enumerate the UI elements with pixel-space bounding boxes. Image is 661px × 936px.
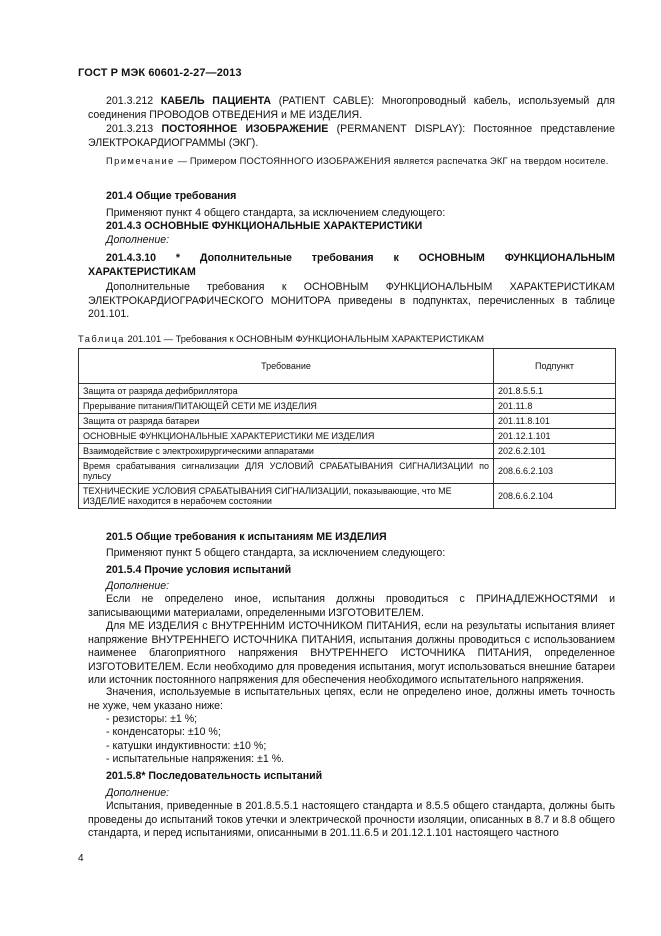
section-201-5-4-para-1: Если не определено иное, испытания должны проводиться с ПРИНАДЛЕЖНОСТЯМИ и записывающими материалами, определенными ИЗГОТОВИТЕЛЕМ.	[88, 593, 615, 619]
table-caption-text: 201.101 — Требования к ОСНОВНЫМ ФУНКЦИОНАЛЬНЫМ ХАРАКТЕРИСТИКАМ	[124, 334, 485, 344]
section-201-4-text: Применяют пункт 4 общего стандарта, за исключением следующего:	[106, 207, 446, 219]
table-cell-subclause: 201.11.8	[494, 399, 616, 414]
definition-text: (PERMANENT DISPLAY): Постоянное представление ЭЛЕКТРОКАРДИОГРАММЫ (ЭКГ).	[88, 123, 615, 149]
table-row	[79, 429, 616, 444]
list-item: - катушки индуктивности: ±10 %;	[106, 740, 267, 752]
table-caption	[78, 334, 484, 344]
note-label: Примечание	[106, 156, 175, 166]
table-cell-subclause: 201.12.1.101	[494, 429, 616, 444]
addition-label: Дополнение:	[106, 234, 170, 246]
table-cell-requirement: ОСНОВНЫЕ ФУНКЦИОНАЛЬНЫЕ ХАРАКТЕРИСТИКИ МЕ ИЗДЕЛИЯ	[79, 429, 494, 444]
section-201-5-text: Применяют пункт 5 общего стандарта, за исключением следующего:	[106, 547, 446, 559]
addition-label: Дополнение:	[106, 580, 170, 592]
requirements-table	[78, 348, 616, 509]
table-row	[79, 459, 616, 484]
table-cell-requirement: Защита от разряда батареи	[79, 414, 494, 429]
list-item: - испытательные напряжения: ±1 %.	[106, 753, 285, 765]
table-cell-requirement: ТЕХНИЧЕСКИЕ УСЛОВИЯ СРАБАТЫВАНИЯ СИГНАЛИЗАЦИИ, показывающие, что МЕ ИЗДЕЛИЕ находится в нерабочем состоянии	[79, 484, 494, 509]
table-cell-subclause: 201.8.5.5.1	[494, 384, 616, 399]
section-201-5-8-para-1: Испытания, приведенные в 201.8.5.5.1 настоящего стандарта и 8.5.5 общего стандарта, должны быть проведены до испытаний токов утечки и электрической прочности изоляции, описанных в 8.7 и 8.8 общего стандарта, и перед испытаниями, описанными в 201.11.6.5 и 201.12.1.101 настоящего частного	[88, 800, 615, 840]
clause-number: 201.3.213	[106, 123, 154, 135]
page-number: 4	[78, 853, 84, 864]
table-cell-requirement: Защита от разряда дефибриллятора	[79, 384, 494, 399]
table-cell-subclause: 208.6.6.2.103	[494, 459, 616, 484]
table-header-row	[79, 349, 616, 384]
table-cell-requirement: Взаимодействие с электрохирургическими аппаратами	[79, 444, 494, 459]
section-201-5-8-title: 201.5.8* Последовательность испытаний	[106, 770, 323, 782]
note-text: — Примером ПОСТОЯННОГО ИЗОБРАЖЕНИЯ является распечатка ЭКГ на твердом носителе.	[174, 156, 609, 166]
table-cell-subclause: 202.6.2.101	[494, 444, 616, 459]
table-cell-requirement: Прерывание питания/ПИТАЮЩЕЙ СЕТИ МЕ ИЗДЕЛИЯ	[79, 399, 494, 414]
defined-term: ПОСТОЯННОЕ ИЗОБРАЖЕНИЕ	[161, 123, 329, 135]
section-201-4-3-10-text: Дополнительные требования к ОСНОВНЫМ ФУНКЦИОНАЛЬНЫМ ХАРАКТЕРИСТИКАМ ЭЛЕКТРОКАРДИОГРАФИЧЕСКОГО МОНИТОРА приведены в подпунктах, перечисленных в таблице 201.101.	[88, 281, 615, 321]
addition-label: Дополнение:	[106, 787, 170, 799]
table-caption-label: Таблица	[78, 334, 125, 344]
table-cell-requirement: Время срабатывания сигнализации ДЛЯ УСЛОВИЙ СРАБАТЫВАНИЯ СИГНАЛИЗАЦИИ по пульсу	[79, 459, 494, 484]
section-201-5-4-title: 201.5.4 Прочие условия испытаний	[106, 564, 292, 576]
definition-201-3-212	[88, 95, 615, 122]
table-row	[79, 414, 616, 429]
page-header: ГОСТ Р МЭК 60601-2-27—2013	[78, 67, 242, 79]
table-row	[79, 384, 616, 399]
column-header-requirement: Требование	[79, 349, 494, 384]
list-item: - конденсаторы: ±10 %;	[106, 726, 221, 738]
clause-number: 201.3.212	[106, 95, 154, 107]
section-201-5-title: 201.5 Общие требования к испытаниям МЕ ИЗДЕЛИЯ	[106, 531, 387, 543]
list-item: - резисторы: ±1 %;	[106, 713, 198, 725]
table-row	[79, 444, 616, 459]
section-201-4-3-title: 201.4.3 ОСНОВНЫЕ ФУНКЦИОНАЛЬНЫЕ ХАРАКТЕРИСТИКИ	[106, 220, 423, 232]
section-201-5-4-para-2: Для МЕ ИЗДЕЛИЯ с ВНУТРЕННИМ ИСТОЧНИКОМ ПИТАНИЯ, если на результаты испытания влияет напряжение ВНУТРЕННЕГО ИСТОЧНИКА ПИТАНИЯ, испытания должны проводиться с использованием наименее благоприятного напряжения ВНУТРЕННЕГО ИСТОЧНИКА ПИТАНИЯ, определенное ИЗГОТОВИТЕЛЕМ. Если необходимо для проведения испытания, могут использоваться внешние батареи или источник постоянного напряжения для обеспечения необходимого испытательного напряжения.	[88, 620, 615, 687]
section-201-5-4-para-3: Значения, используемые в испытательных цепях, если не определено иное, должны иметь точность не хуже, чем указано ниже:	[88, 686, 615, 712]
definition-201-3-213	[88, 123, 615, 150]
section-201-4-title: 201.4 Общие требования	[106, 190, 237, 202]
column-header-subclause: Подпункт	[494, 349, 616, 384]
table-row	[79, 484, 616, 509]
table-row	[79, 399, 616, 414]
definition-text: (PATIENT CABLE): Многопроводный кабель, используемый для соединения ПРОВОДОВ ОТВЕДЕНИЯ и МЕ ИЗДЕЛИЯ.	[88, 95, 615, 121]
defined-term: КАБЕЛЬ ПАЦИЕНТА	[160, 95, 272, 107]
note	[88, 155, 615, 168]
table-cell-subclause: 208.6.6.2.104	[494, 484, 616, 509]
table-cell-subclause: 201.11.8.101	[494, 414, 616, 429]
section-201-4-3-10-title: 201.4.3.10 * Дополнительные требования к ОСНОВНЫМ ФУНКЦИОНАЛЬНЫМ ХАРАКТЕРИСТИКАМ	[88, 252, 615, 278]
